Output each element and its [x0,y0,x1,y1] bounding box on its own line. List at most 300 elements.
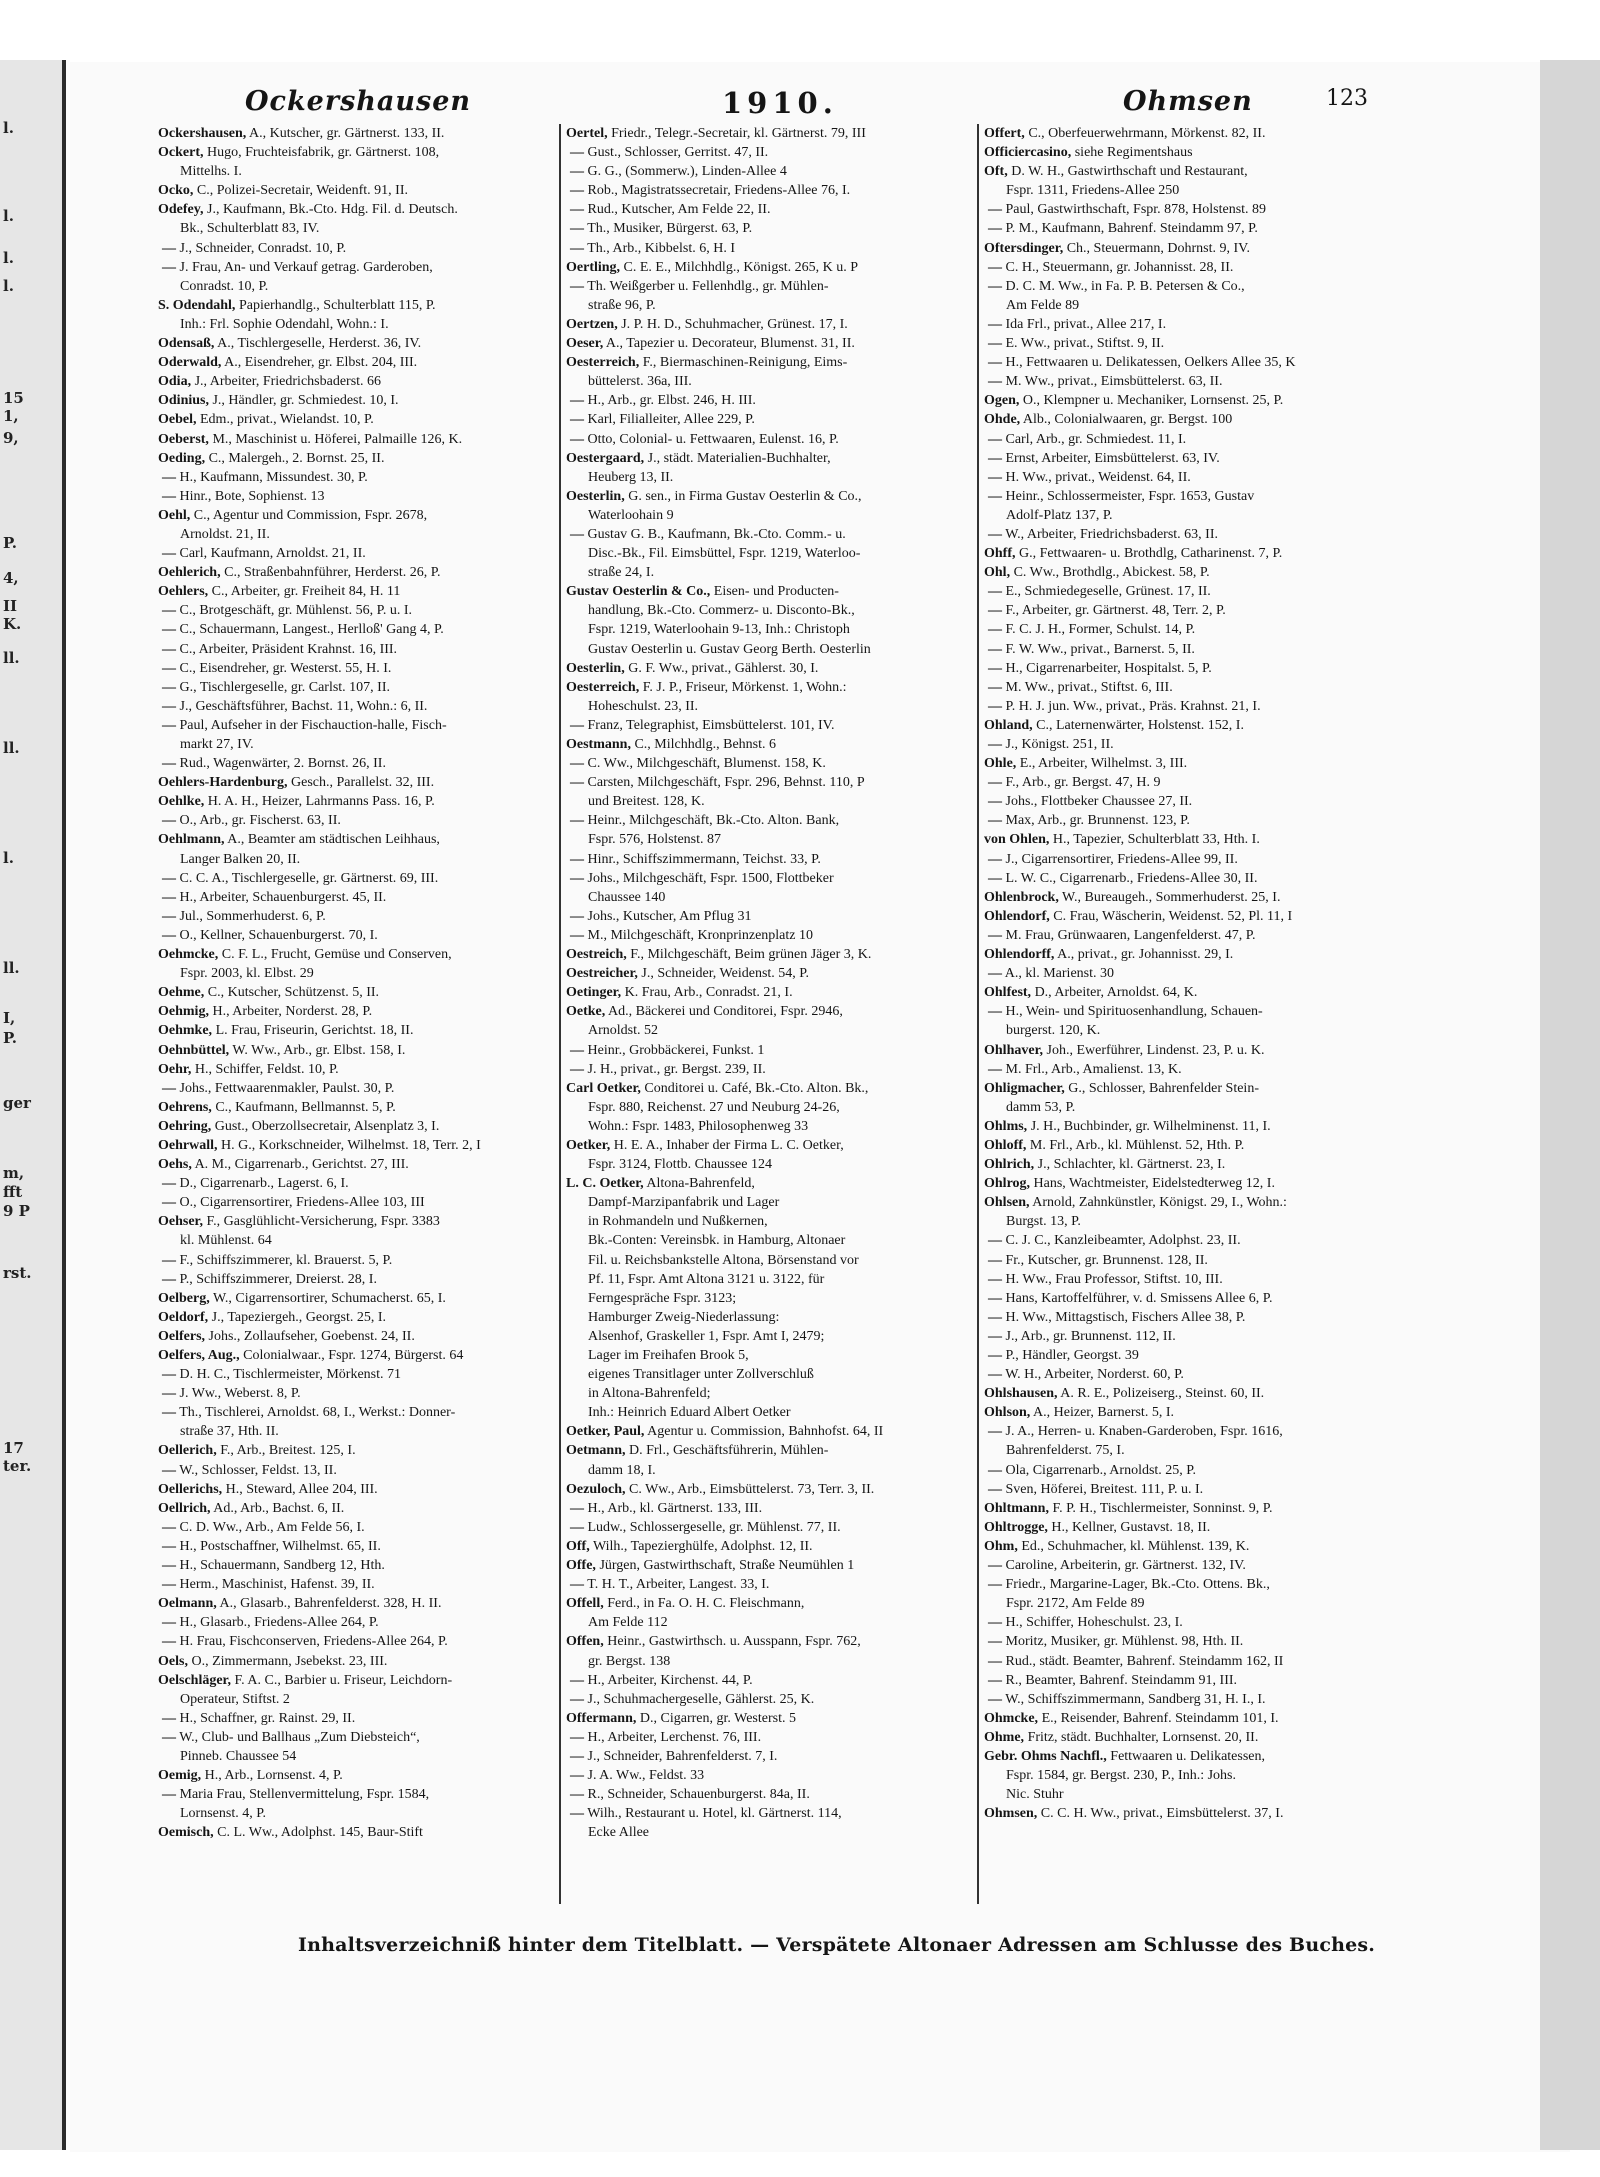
directory-entry [984,1041,1394,1060]
entry-details: Rud., Kutscher, Am Felde 22, II. [584,202,771,218]
entry-details: büttelerst. 36a, III. [588,374,692,390]
directory-entry [984,143,1394,162]
directory-entry [566,430,974,449]
entry-details: O., Zimmermann, Jsebekst. 23, III. [187,1653,388,1669]
entry-name: — [570,431,584,447]
margin-fragment: II [3,597,18,615]
column-2 [566,124,974,1904]
entry-name: — [988,622,1002,638]
entry-details: J., Cigarrensortirer, Friedens-Allee 99, II. [1002,851,1238,867]
entry-details: Ad., Arb., Bachst. 6, II. [210,1500,345,1516]
entry-details: C. F. L., Frucht, Gemüse und Conserven, [218,947,452,963]
entry-details: H., Schaffner, gr. Rainst. 29, II. [176,1710,356,1726]
entry-name: — [162,259,176,275]
directory-entry [158,869,554,888]
entry-details: H. Ww., privat., Weidenst. 64, II. [1002,469,1191,485]
entry-details: F., Arbeiter, gr. Gärtnerst. 48, Terr. 2, P. [1002,603,1226,619]
directory-entry [158,659,554,678]
entry-details: F. J. P., Friseur, Mörkenst. 1, Wohn.: [639,679,847,695]
entry-details: J., Schuhmachergeselle, Gählerst. 25, K. [584,1691,815,1707]
margin-fragment: l. [3,849,14,867]
entry-details: A., Glasarb., Bahrenfelderst. 328, H. II. [216,1596,442,1612]
directory-entry [984,888,1394,907]
entry-details: M. Frl., Arb., kl. Mühlenst. 52, Hth. P. [1026,1137,1245,1153]
directory-entry [158,1518,554,1537]
entry-name: Ohland, [984,717,1033,733]
entry-name: Odinius, [158,393,209,409]
entry-name: S. Odendahl, [158,297,236,313]
entry-name: Oetinger, [566,985,622,1001]
entry-details: Conditorei u. Café, Bk.-Cto. Alton. Bk., [640,1080,869,1096]
entry-name: Oetke, [566,1004,606,1020]
directory-entry [984,372,1394,391]
entry-details: C. J. C., Kanzleibeamter, Adolphst. 23, II. [1002,1233,1241,1249]
entry-name: Ohff, [984,546,1016,562]
entry-details: Paul, Aufseher in der Fischauction-halle, Fisch- [176,717,447,733]
entry-details: Agentur u. Commission, Bahnhofst. 64, II [644,1424,884,1440]
entry-details: Wilh., Tapezierghülfe, Adolphst. 12, II. [589,1538,813,1554]
left-running-head: Ockershausen [245,86,472,117]
entry-name: — [988,488,1002,504]
entry-name: — [570,1806,584,1822]
entry-name: Oelberg, [158,1290,210,1306]
entry-name: Ohlsen, [984,1195,1030,1211]
entry-details: J. A. Ww., Feldst. 33 [584,1768,705,1784]
entry-name: — [162,717,176,733]
directory-entry [566,506,974,525]
entry-details: eigenes Transitlager unter Zollverschluß [588,1367,814,1383]
entry-name: — [988,1290,1002,1306]
entry-details: Fspr. 1584, gr. Bergst. 230, P., Inh.: Johs. [1006,1768,1236,1784]
entry-name: — [570,813,584,829]
entry-details: Ida Frl., privat., Allee 217, I. [1002,316,1167,332]
directory-entry [984,1422,1394,1441]
entry-details: Lager im Freihafen Brook 5, [588,1348,749,1363]
entry-details: C., Eisendreher, gr. Westerst. 55, H. I. [176,660,392,676]
entry-details: Wilh., Restaurant u. Hotel, kl. Gärtnerst. 114, [584,1806,842,1822]
directory-entry [984,1671,1394,1690]
directory-entry [984,1556,1394,1575]
entry-name: Oestreich, [566,947,627,963]
entry-details: G. sen., in Firma Gustav Oesterlin & Co., [624,488,862,504]
entry-name: — [162,1615,176,1631]
directory-entry [158,239,554,258]
directory-entry [984,678,1394,697]
directory-entry [566,162,974,181]
entry-details: Ed., Schuhmacher, kl. Mühlenst. 139, K. [1017,1538,1250,1554]
directory-entry [158,697,554,716]
entry-details: H., Arb., Lornsenst. 4, P. [201,1768,343,1784]
entry-details: Friedr., Margarine-Lager, Bk.-Cto. Ottens. Bk., [1002,1577,1270,1593]
entry-name: Oft, [984,164,1008,180]
directory-entry [158,1289,554,1308]
directory-entry [984,1231,1394,1250]
directory-entry [158,1231,554,1250]
directory-entry [984,258,1394,277]
entry-name: Oehlers, [158,584,209,600]
entry-name: — [570,908,584,924]
entry-details: Ecke Allee [588,1825,650,1841]
directory-entry [158,1537,554,1556]
entry-name: Off, [566,1538,590,1554]
entry-details: Johs., Milchgeschäft, Fspr. 1500, Flottbeker [584,870,834,886]
entry-details: Burgst. 13, P. [1006,1214,1081,1230]
entry-details: Gust., Schlosser, Gerritst. 47, II. [584,145,769,161]
directory-entry [566,1136,974,1155]
directory-entry [158,334,554,353]
entry-details: A. M., Cigarrenarb., Gerichtst. 27, III. [191,1157,409,1173]
entry-name: Offert, [984,126,1025,141]
entry-details: H., Kellner, Gustavst. 18, II. [1047,1519,1211,1535]
entry-details: P. H. J. jun. Ww., privat., Präs. Krahnst. 21, I. [1002,698,1261,714]
entry-name: Ohmcke, [984,1710,1039,1726]
entry-details: L. W. C., Cigarrenarb., Friedens-Allee 30, II. [1002,870,1258,886]
directory-entry [984,1499,1394,1518]
entry-name: Ohlhaver, [984,1042,1043,1058]
directory-entry [158,1632,554,1651]
entry-name: — [162,660,176,676]
entry-details: Papierhandlg., Schulterblatt 115, P. [235,297,436,313]
entry-details: Herm., Maschinist, Hafenst. 39, II. [176,1577,375,1593]
entry-name: — [570,1500,584,1516]
entry-name: — [988,469,1002,485]
entry-name: — [570,278,584,294]
entry-details: in Rohmandeln und Nußkernen, [588,1214,768,1230]
directory-entry [566,1060,974,1079]
entry-name: — [988,316,1002,332]
directory-entry [984,468,1394,487]
entry-details: Bahrenfelderst. 75, I. [1006,1443,1125,1459]
directory-entry [566,1384,974,1403]
entry-details: J., Tapeziergeh., Georgst. 25, I. [208,1309,387,1325]
directory-entry [984,1709,1394,1728]
directory-entry [158,1251,554,1270]
entry-name: — [988,1424,1002,1440]
directory-entry [158,926,554,945]
entry-name: — [162,756,176,772]
entry-name: Oftersdinger, [984,240,1064,256]
directory-entry [158,296,554,315]
entry-details: F., Arb., Breitest. 125, I. [216,1443,356,1459]
directory-entry [984,907,1394,926]
entry-name: Oeberst, [158,431,209,447]
entry-name: Oehmig, [158,1004,209,1020]
directory-entry [566,1461,974,1480]
entry-details: H. Ww., Mittagstisch, Fischers Allee 38, P. [1002,1309,1246,1325]
entry-details: P., Schiffszimmerer, Dreierst. 28, I. [176,1271,377,1287]
directory-entry [984,869,1394,888]
directory-entry [566,1480,974,1499]
entry-name: — [988,1462,1002,1478]
entry-name: Oeser, [566,336,604,352]
entry-name: — [988,660,1002,676]
directory-entry [984,1766,1394,1785]
entry-name: — [162,1577,176,1593]
directory-entry [566,143,974,162]
directory-entry [158,1060,554,1079]
entry-details: A., Eisendreher, gr. Elbst. 204, III. [221,355,418,371]
directory-entry [158,200,554,219]
entry-name: — [162,908,176,924]
entry-name: Oebel, [158,412,197,428]
entry-details: H., Arb., kl. Gärtnerst. 133, III. [584,1500,763,1516]
directory-entry [158,181,554,200]
directory-entry [158,1804,554,1823]
entry-name: Oehring, [158,1118,212,1134]
directory-entry [566,219,974,238]
entry-name: — [570,526,584,542]
directory-entry [984,1747,1394,1766]
entry-details: Ad., Bäckerei und Conditorei, Fspr. 2946, [605,1004,843,1020]
entry-name: — [988,1634,1002,1650]
directory-entry [566,563,974,582]
entry-details: Otto, Colonial- u. Fettwaaren, Eulenst. 16, P. [584,431,839,447]
directory-entry [984,792,1394,811]
directory-entry [158,640,554,659]
directory-entry [158,620,554,639]
directory-entry [158,754,554,773]
entry-name: Oeding, [158,450,206,466]
entry-name: — [162,240,176,256]
directory-entry [984,296,1394,315]
entry-details: Maria Frau, Stellenvermittelung, Fspr. 1584, [176,1787,430,1803]
entry-details: C., Kaufmann, Bellmannst. 5, P. [211,1099,396,1115]
entry-name: — [988,221,1002,237]
directory-entry [566,754,974,773]
entry-details: Gustav Oesterlin u. Gustav Georg Berth. Oesterlin [588,641,871,657]
entry-name: Ohlendorf, [984,908,1050,924]
directory-entry [984,945,1394,964]
entry-name: — [162,1729,176,1745]
directory-entry [158,792,554,811]
directory-entry [984,1480,1394,1499]
entry-name: — [570,1042,584,1058]
entry-name: Oehrens, [158,1099,212,1115]
entry-name: — [988,1615,1002,1631]
entry-name: Ohlfest, [984,985,1032,1001]
entry-name: — [570,1748,584,1764]
entry-name: — [570,412,584,428]
directory-entry [984,1174,1394,1193]
entry-details: C. Frau, Wäscherin, Weidenst. 52, Pl. 11, I [1049,908,1293,924]
entry-name: — [162,870,176,886]
entry-name: — [988,374,1002,390]
margin-fragment: 17 [3,1439,24,1457]
entry-details: O., Klempner u. Mechaniker, Lornsenst. 25, P. [1019,393,1284,409]
directory-entry [984,563,1394,582]
entry-name: Oellerichs, [158,1481,223,1497]
entry-name: — [570,775,584,791]
entry-details: H. G., Korkschneider, Wilhelmst. 18, Terr. 2, I [217,1137,481,1153]
entry-details: Inh.: Frl. Sophie Odendahl, Wohn.: I. [180,316,389,332]
directory-entry [566,200,974,219]
entry-name: — [162,1405,176,1421]
directory-entry [158,544,554,563]
entry-name: Oertling, [566,259,621,275]
entry-details: H., Cigarrenarbeiter, Hospitalst. 5, P. [1002,660,1212,676]
entry-details: Paul, Gastwirthschaft, Fspr. 878, Holstenst. 89 [1002,202,1267,218]
directory-entry [566,697,974,716]
entry-details: Jürgen, Gastwirthschaft, Straße Neumühlen 1 [595,1558,855,1574]
entry-details: in Altona-Bahrenfeld; [588,1386,711,1402]
entry-details: Fritz, städt. Buchhalter, Lornsenst. 20, II. [1024,1729,1259,1745]
entry-details: C., Arbeiter, Präsident Krahnst. 16, III. [176,641,398,657]
directory-entry [566,1270,974,1289]
directory-entry [158,162,554,181]
entry-details: H., Arbeiter, Norderst. 28, P. [208,1004,373,1020]
previous-page-edge [0,60,66,2150]
entry-name: Oellerich, [158,1443,217,1459]
entry-details: Chaussee 140 [588,889,666,905]
directory-entry [158,888,554,907]
entry-name: Offermann, [566,1710,637,1726]
directory-entry [566,964,974,983]
entry-details: Fil. u. Reichsbankstelle Altona, Börsenstand vor [588,1252,859,1268]
directory-entry [984,430,1394,449]
entry-details: Hamburger Zweig-Niederlassung: [588,1309,780,1325]
entry-name: — [988,966,1002,982]
directory-entry [566,1823,974,1842]
entry-details: Fr., Kutscher, gr. Brunnenst. 128, II. [1002,1252,1208,1268]
entry-name: Oelfers, Aug., [158,1348,240,1363]
entry-details: W., Bureaugeh., Sommerhuderst. 25, I. [1058,889,1281,905]
directory-entry [984,1365,1394,1384]
directory-entry [566,391,974,410]
directory-entry [158,1766,554,1785]
entry-details: Waterloohain 9 [588,507,674,523]
margin-fragment: 9, [3,429,19,447]
entry-details: Gesch., Parallelst. 32, III. [287,775,435,791]
directory-entry [158,1308,554,1327]
directory-entry [158,1480,554,1499]
directory-entry [566,1365,974,1384]
entry-details: Franz, Telegraphist, Eimsbüttelerst. 101, IV. [584,717,835,733]
entry-name: — [162,813,176,829]
directory-entry [984,1002,1394,1021]
margin-fragment: fft [3,1183,23,1201]
directory-entry [566,811,974,830]
entry-name: — [988,584,1002,600]
directory-entry [984,200,1394,219]
entry-name: Ockert, [158,145,204,161]
directory-entry [158,468,554,487]
entry-details: H. Ww., Frau Professor, Stiftst. 10, III. [1002,1271,1223,1287]
entry-name: — [162,469,176,485]
entry-details: C., Kutscher, Schützenst. 5, II. [204,985,380,1001]
directory-entry [158,1441,554,1460]
entry-name: Odia, [158,374,192,390]
entry-details: Operateur, Stiftst. 2 [180,1691,290,1707]
entry-details: G. F. Ww., privat., Gählerst. 30, I. [624,660,819,676]
directory-entry [984,162,1394,181]
directory-entry [984,811,1394,830]
directory-entry [566,1766,974,1785]
entry-details: kl. Mühlenst. 64 [180,1233,272,1249]
directory-entry [566,1728,974,1747]
entry-details: C., Milchhdlg., Behnst. 6 [630,737,777,752]
entry-name: — [570,1729,584,1745]
entry-details: Johs., Fettwaarenmakler, Paulst. 30, P. [176,1080,395,1096]
entry-details: Hoheschulst. 23, II. [588,698,699,714]
entry-details: straße 37, Hth. II. [180,1424,279,1440]
entry-details: Langer Balken 20, II. [180,851,301,867]
entry-details: markt 27, IV. [180,737,254,752]
entry-name: Ohligmacher, [984,1080,1065,1096]
entry-name: Oehlerich, [158,565,221,581]
entry-name: Gebr. Ohms Nachfl., [984,1748,1107,1764]
directory-entry [158,850,554,869]
entry-name: — [570,1577,584,1593]
directory-entry [566,1155,974,1174]
entry-details: P., Händler, Georgst. 39 [1002,1348,1139,1363]
entry-details: Am Felde 89 [1006,297,1080,313]
entry-name: — [988,737,1002,752]
directory-entry [566,1594,974,1613]
entry-details: Ch., Steuermann, Dohrnst. 9, IV. [1063,240,1250,256]
directory-entry [566,468,974,487]
entry-name: — [988,775,1002,791]
directory-entry [158,1556,554,1575]
entry-name: — [988,813,1002,829]
directory-entry [984,544,1394,563]
directory-entry [984,391,1394,410]
entry-details: G. G., (Sommerw.), Linden-Allee 4 [584,164,787,180]
entry-name: Ohlrich, [984,1157,1035,1173]
entry-name: — [162,1462,176,1478]
directory-entry [158,525,554,544]
entry-details: M. Frau, Grünwaaren, Langenfelderst. 47, P. [1002,927,1256,943]
entry-details: Bk.-Conten: Vereinsbk. in Hamburg, Altonaer [588,1233,846,1249]
directory-entry [158,410,554,429]
entry-name: — [988,1577,1002,1593]
directory-entry [158,983,554,1002]
directory-entry [158,1422,554,1441]
directory-entry [984,1441,1394,1460]
margin-fragment: ger [3,1094,31,1112]
entry-name: — [988,851,1002,867]
entry-name: — [162,1710,176,1726]
entry-name: Ogen, [984,393,1020,409]
margin-fragment: l. [3,119,14,137]
entry-details: gr. Bergst. 138 [588,1653,671,1669]
entry-details: Hans, Kartoffelführer, v. d. Smissens Allee 6, P. [1002,1290,1273,1306]
directory-entry [566,1002,974,1021]
entry-details: Heinr., Schlossermeister, Fspr. 1653, Gustav [1002,488,1255,504]
entry-details: Rud., städt. Beamter, Bahrenf. Steindamm 162, II [1002,1653,1284,1669]
entry-details: Fspr. 3124, Flottb. Chaussee 124 [588,1157,772,1173]
directory-entry [158,1823,554,1842]
directory-entry [158,1117,554,1136]
entry-name: — [570,145,584,161]
entry-details: Gustav G. B., Kaufmann, Bk.-Cto. Comm.- u. [584,526,846,542]
entry-details: J., Arbeiter, Friedrichsbaderst. 66 [191,374,382,390]
entry-details: Arnoldst. 52 [588,1023,658,1039]
entry-name: Ohlrog, [984,1176,1031,1192]
entry-details: straße 96, P. [588,297,656,313]
entry-name: Ohloff, [984,1137,1027,1153]
directory-entry [566,525,974,544]
entry-details: straße 24, I. [588,565,655,581]
entry-details: Fspr. 1219, Waterloohain 9-13, Inh.: Christoph [588,622,850,638]
directory-entry [984,1518,1394,1537]
entry-details: J. P. H. D., Schuhmacher, Grünest. 17, I. [617,316,848,332]
directory-entry [566,296,974,315]
margin-fragment: l. [3,249,14,267]
entry-details: Caroline, Arbeiterin, gr. Gärtnerst. 132, IV. [1002,1558,1246,1574]
margin-fragment: 1, [3,407,19,425]
entry-details: Hinr., Bote, Sophienst. 13 [176,488,325,504]
entry-name: — [162,1080,176,1096]
